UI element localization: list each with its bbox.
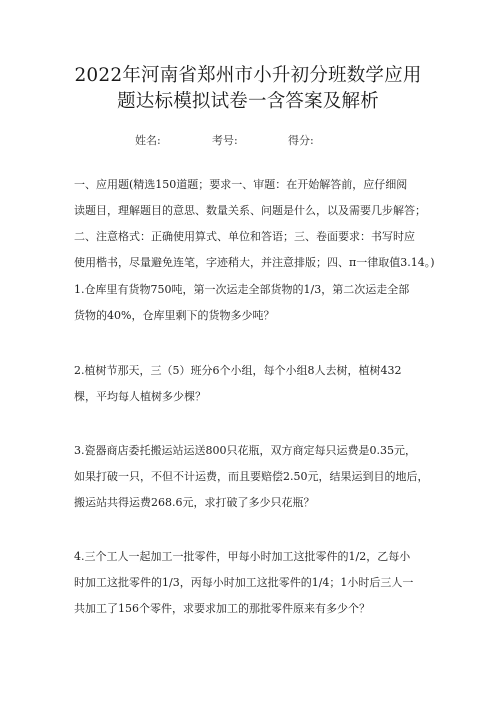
instructions-line: 二、注意格式：正确使用算式、单位和答语；三、卷面要求：书写时应 (74, 230, 415, 243)
instructions-line: 读题目，理解题目的意思、数量关系、问题是什么，以及需要几步解答； (74, 204, 426, 217)
question-4-line: 4.三个工人一起加工一批零件，甲每小时加工这批零件的1/2，乙每小 (74, 550, 411, 563)
question-1-line: 1.仓库里有货物750吨，第一次运走全部货物的1/3，第二次运走全部 (74, 283, 410, 296)
instructions-line: 一、应用题(精选150道题；要求一、审题：在开始解答前，应仔细阅 (74, 178, 408, 191)
question-2-line: 棵，平均每人植树多少棵？ (74, 390, 206, 403)
exam-no-label: 考号: (212, 134, 238, 147)
score-label: 得分: (288, 134, 314, 147)
question-3-line: 3.瓷器商店委托搬运站运送800只花瓶，双方商定每只运费是0.35元， (74, 444, 416, 457)
question-4-line: 时加工这批零件的1/3，丙每小时加工这批零件的1/4；1小时后三人一 (74, 576, 414, 589)
question-4-line: 共加工了156个零件，求要求加工的那批零件原来有多少个？ (74, 602, 370, 615)
document-title-line-1: 2022年河南省郑州市小升初分班数学应用 (74, 65, 422, 86)
question-3-line: 如果打破一只，不但不计运费，而且要赔偿2.50元，结果运到目的地后， (74, 470, 429, 483)
instructions-line: 使用楷书，尽量避免连笔，字迹稍大，并注意排版；四、π一律取值3.14。) (74, 256, 435, 269)
document-title-line-2: 题达标模拟试卷一含答案及解析 (117, 91, 379, 112)
question-3-line: 搬运站共得运费268.6元，求打破了多少只花瓶？ (74, 496, 315, 509)
question-1-line: 货物的40%，仓库里剩下的货物多少吨？ (74, 309, 275, 322)
question-2-line: 2.植树节那天，三（5）班分6个小组，每个小组8人去树，植树432 (74, 364, 402, 377)
name-label: 姓名: (135, 134, 161, 147)
